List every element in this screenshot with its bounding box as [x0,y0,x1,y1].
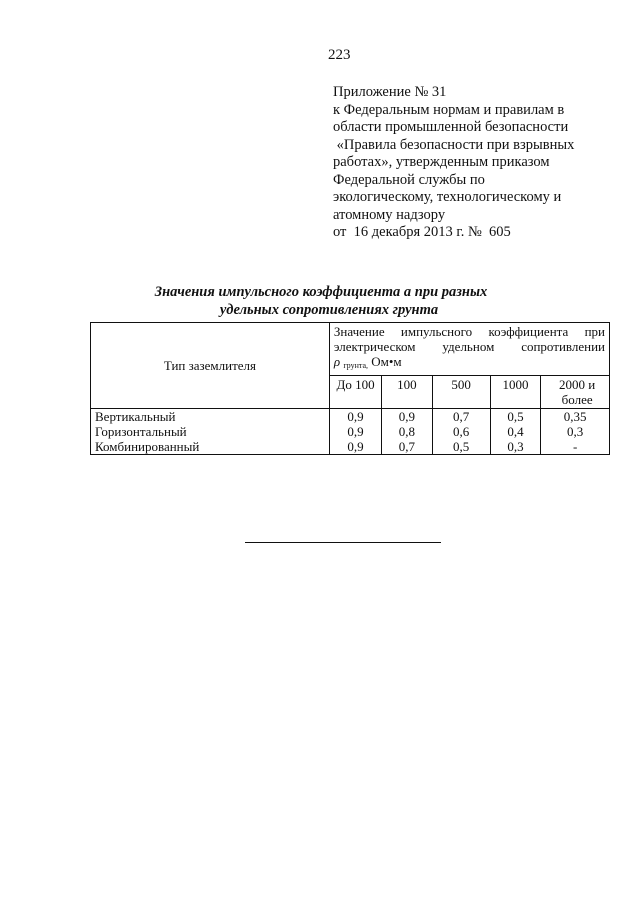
value-cell: 0,3 [541,424,610,439]
resistance-unit [334,354,605,373]
appendix-line: к Федеральным нормам и правилам в [333,101,565,118]
value-cell: 0,7 [432,409,490,425]
coefficient-table [90,322,610,455]
appendix-line: Приложение № 31 [333,84,447,100]
value-cell: 0,4 [490,424,541,439]
resistance-column-header: 500 [432,376,490,409]
value-cell: 0,9 [329,409,381,425]
appendix-line: «Правила безопасности при взрывных [333,136,575,153]
ground-type-cell: Горизонтальный [91,424,330,439]
value-cell: 0,9 [382,409,432,425]
table-title-line: Значения импульсного коэффициента а при разных [154,284,488,300]
table-row [91,439,610,455]
value-cell: 0,9 [329,424,381,439]
table-row [91,409,610,425]
page-number: 223 [328,47,351,63]
type-column-header: Тип заземлителя [91,323,330,409]
resistance-column-header: 2000 и более [541,376,610,409]
group-header-line: Значение импульсного коэффициента при [333,324,605,339]
value-cell: 0,35 [541,409,610,425]
coefficient-group-header [329,323,609,376]
ground-type-cell: Комбинированный [91,439,330,455]
value-cell: 0,5 [490,409,541,425]
value-cell: 0,5 [432,439,490,455]
ground-type-cell: Вертикальный [91,409,330,425]
value-cell: 0,7 [382,439,432,455]
rho-subscript: грунта, [343,361,368,370]
appendix-line: атомному надзору [333,206,446,223]
resistance-column-header: До 100 [329,376,381,409]
table-title [90,284,610,319]
appendix-line: Федеральной службы по [333,171,485,188]
appendix-line: области промышленной безопасности [333,119,569,135]
footer-divider [245,542,441,543]
rho-symbol: ρ [333,354,341,369]
rho-unit: Ом•м [368,354,402,369]
group-header-line: электрическом удельном сопротивлении [333,339,605,354]
table-title-line: удельных сопротивлениях грунта [219,301,439,318]
resistance-column-header: 1000 [490,376,541,409]
table-row [91,424,610,439]
value-cell: - [541,439,610,455]
appendix-line: работах», утвержденным приказом [333,154,550,170]
value-cell: 0,6 [432,424,490,439]
appendix-header [333,84,603,242]
value-cell: 0,3 [490,439,541,455]
value-cell: 0,9 [329,439,381,455]
appendix-line: экологическому, технологическому и [333,189,562,205]
resistance-column-header: 100 [382,376,432,409]
value-cell: 0,8 [382,424,432,439]
appendix-line: от 16 декабря 2013 г. № 605 [333,224,511,240]
